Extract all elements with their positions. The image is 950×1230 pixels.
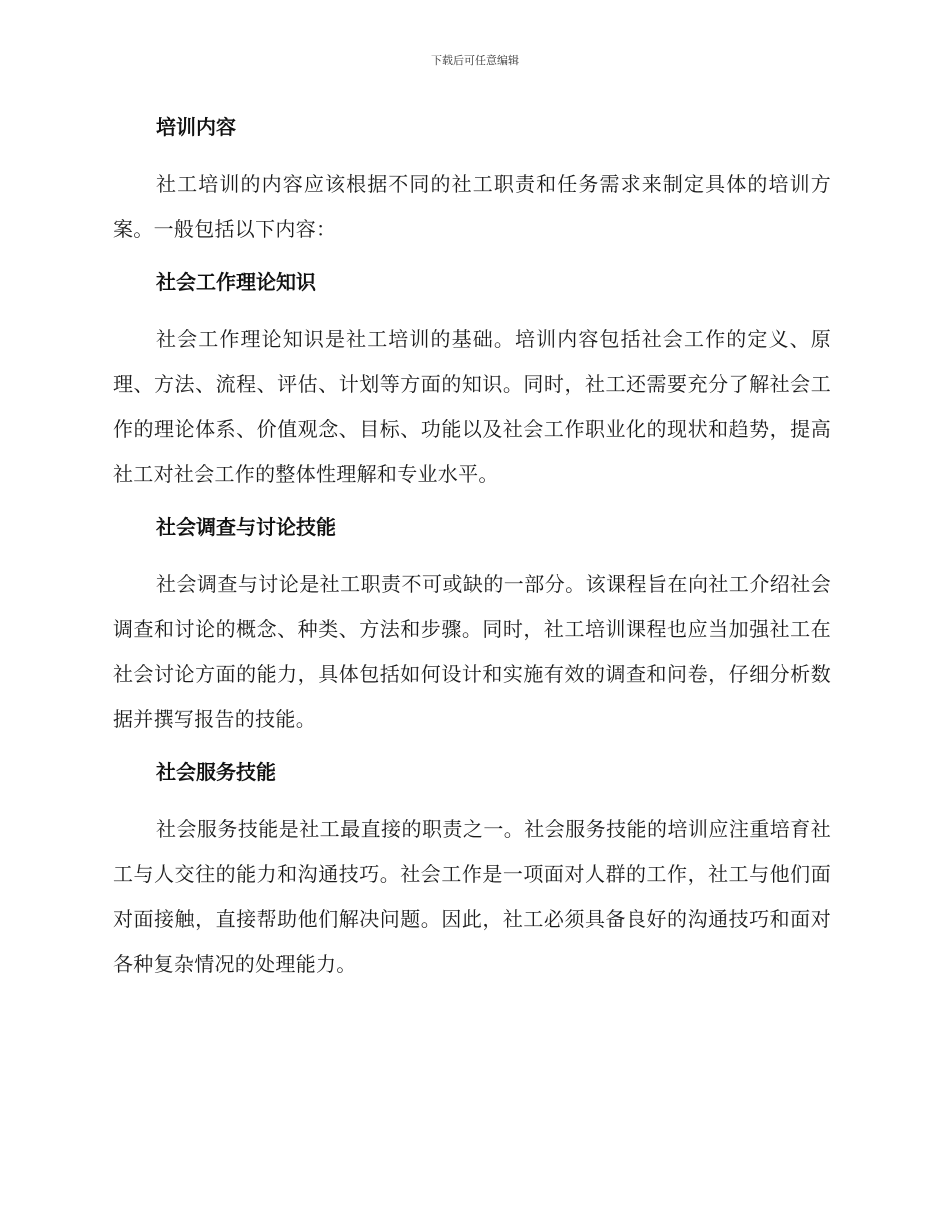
section-paragraph-survey-discussion: 社会调查与讨论是社工职责不可或缺的一部分。该课程旨在向社工介绍社会调查和讨论的概念、种类、方法和步骤。同时，社工培训课程也应当加强社工在社会讨论方面的能力，具体包括如何设计和实施有效的调查和问卷，仔细分析数据并撰写报告的技能。: [113, 572, 831, 731]
intro-paragraph: 社工培训的内容应该根据不同的社工职责和任务需求来制定具体的培训方案。一般包括以下内容：: [113, 172, 831, 241]
section-paragraph-social-service: 社会服务技能是社工最直接的职责之一。社会服务技能的培训应注重培育社工与人交往的能力和沟通技巧。社会工作是一项面对人群的工作，社工与他们面对面接触，直接帮助他们解决问题。因此，社工必须具备良好的沟通技巧和面对各种复杂情况的处理能力。: [113, 817, 831, 976]
section-theory-knowledge: [113, 267, 831, 497]
section-heading-training-content: 培训内容: [156, 115, 236, 139]
section-heading-survey-discussion: 社会调查与讨论技能: [156, 515, 336, 539]
intro-section: [113, 112, 831, 252]
section-heading-social-service: 社会服务技能: [156, 760, 276, 784]
section-heading-theory-knowledge: 社会工作理论知识: [156, 270, 316, 294]
section-paragraph-theory-knowledge: 社会工作理论知识是社工培训的基础。培训内容包括社会工作的定义、原理、方法、流程、评估、计划等方面的知识。同时，社工还需要充分了解社会工作的理论体系、价值观念、目标、功能以及社会工作职业化的现状和趋势，提高社工对社会工作的整体性理解和专业水平。: [113, 327, 831, 486]
document-body: [113, 112, 831, 1002]
section-survey-discussion: [113, 512, 831, 742]
section-social-service: [113, 757, 831, 987]
page-header-note: 下载后可任意编辑: [431, 54, 519, 67]
